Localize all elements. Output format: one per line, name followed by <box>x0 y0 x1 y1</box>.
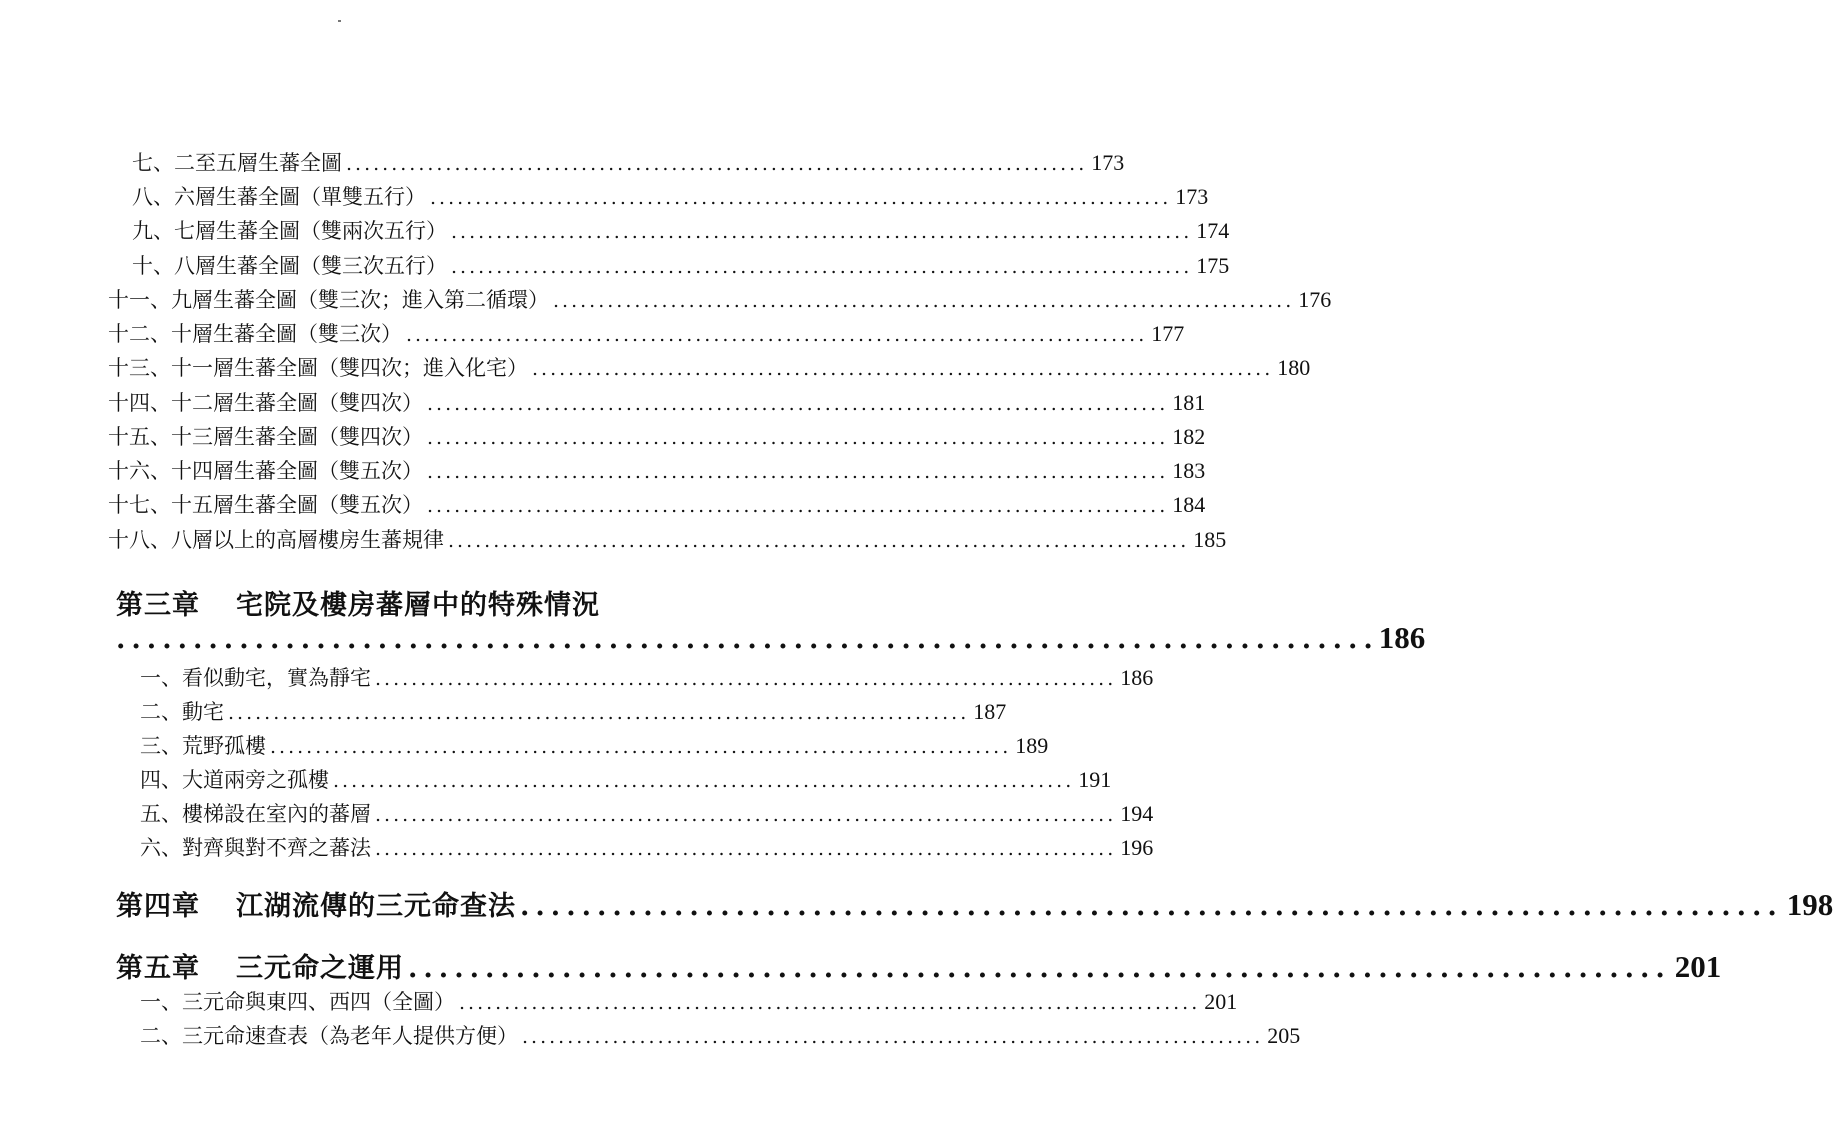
leader-dots: .................................................................................. <box>427 427 1169 449</box>
entry-title: 二、三元命速查表（為老年人提供方便） <box>140 1024 518 1048</box>
entry-title: 一、看似動宅，實為靜宅 <box>140 666 371 690</box>
leader-dots: .................................................................................. <box>430 187 1172 209</box>
entry-page: 181 <box>1172 390 1206 415</box>
entry-title: 六、對齊與對不齊之蕃法 <box>140 836 371 860</box>
toc-entry <box>132 146 1125 180</box>
leader-dots: .................................................................................. <box>451 256 1193 278</box>
toc-entry <box>108 420 1206 454</box>
entry-title: 四、大道兩旁之孤樓 <box>140 768 329 792</box>
entry-title: 九、七層生蕃全圖（雙兩次五行） <box>132 219 447 243</box>
leader-dots: .................................................................................. <box>520 891 1783 922</box>
entry-title: 十四、十二層生蕃全圖（雙四次） <box>108 391 423 415</box>
toc-entry <box>132 214 1230 248</box>
chapter-number: 第五章 <box>116 953 200 984</box>
chapter-heading <box>116 946 1722 985</box>
toc-entry <box>108 386 1206 420</box>
entry-title: 三、荒野孤樓 <box>140 734 266 758</box>
toc-entry <box>108 523 1227 557</box>
leader-dots: .................................................................................. <box>448 530 1190 552</box>
entry-title: 十、八層生蕃全圖（雙三次五行） <box>132 254 447 278</box>
toc-entry <box>140 763 1112 797</box>
leader-dots: .................................................................................. <box>451 221 1193 243</box>
chapter-leader-line <box>116 620 1426 660</box>
leader-dots: .................................................................................. <box>375 804 1117 826</box>
toc-entry <box>132 180 1209 214</box>
leader-dots: .................................................................................. <box>553 290 1295 312</box>
scan-speck <box>338 20 341 22</box>
toc-entry <box>108 351 1311 385</box>
toc-entry <box>108 283 1332 317</box>
chapter-page: 198 <box>1786 887 1833 922</box>
entry-title: 十三、十一層生蕃全圖（雙四次；進入化宅） <box>108 356 528 380</box>
chapter-title: 江湖流傳的三元命查法 <box>236 891 516 922</box>
leader-dots: .................................................................................. <box>270 736 1012 758</box>
chapter-heading <box>116 884 1833 923</box>
entry-page: 205 <box>1267 1023 1301 1048</box>
toc-entry <box>140 831 1154 865</box>
entry-title: 一、三元命與東四、西四（全圖） <box>140 990 455 1014</box>
entry-page: 194 <box>1120 801 1154 826</box>
entry-page: 201 <box>1204 989 1238 1014</box>
leader-dots: .................................................................................. <box>427 393 1169 415</box>
entry-title: 十二、十層生蕃全圖（雙三次） <box>108 322 402 346</box>
entry-title: 十五、十三層生蕃全圖（雙四次） <box>108 425 423 449</box>
toc-entry <box>108 454 1206 488</box>
chapter-title: 宅院及樓房蕃層中的特殊情況 <box>236 590 600 621</box>
toc-entry <box>140 1019 1301 1053</box>
leader-dots: .................................................................................. <box>375 838 1117 860</box>
toc-entry <box>108 317 1185 351</box>
chapter-number: 第三章 <box>116 590 200 621</box>
entry-title: 十七、十五層生蕃全圖（雙五次） <box>108 493 423 517</box>
entry-title: 七、二至五層生蕃全圖 <box>132 151 342 175</box>
leader-dots: .................................................................................. <box>532 358 1274 380</box>
entry-page: 173 <box>1091 150 1125 175</box>
entry-page: 180 <box>1277 355 1311 380</box>
entry-page: 191 <box>1078 767 1112 792</box>
chapter-number: 第四章 <box>116 891 200 922</box>
leader-dots: .................................................................................. <box>333 770 1075 792</box>
chapter-page: 186 <box>1378 620 1426 655</box>
entry-title: 八、六層生蕃全圖（單雙五行） <box>132 185 426 209</box>
entry-page: 176 <box>1298 287 1332 312</box>
entry-page: 175 <box>1196 253 1230 278</box>
entry-page: 183 <box>1172 458 1206 483</box>
chapter-title: 三元命之運用 <box>236 953 404 984</box>
leader-dots: .................................................................................. <box>116 624 1379 655</box>
entry-page: 177 <box>1151 321 1185 346</box>
entry-title: 十一、九層生蕃全圖（雙三次；進入第二循環） <box>108 288 549 312</box>
entry-page: 182 <box>1172 424 1206 449</box>
leader-dots: .................................................................................. <box>459 992 1201 1014</box>
leader-dots: .................................................................................. <box>346 153 1088 175</box>
leader-dots: .................................................................................. <box>228 702 970 724</box>
toc-entry <box>140 985 1238 1019</box>
entry-page: 187 <box>973 699 1007 724</box>
leader-dots: .................................................................................. <box>406 324 1148 346</box>
leader-dots: .................................................................................. <box>427 461 1169 483</box>
chapter-page: 201 <box>1674 949 1722 984</box>
entry-page: 189 <box>1015 733 1049 758</box>
entry-title: 五、樓梯設在室內的蕃層 <box>140 802 371 826</box>
leader-dots: .................................................................................. <box>522 1026 1264 1048</box>
entry-page: 196 <box>1120 835 1154 860</box>
toc-entry <box>132 249 1230 283</box>
leader-dots: .................................................................................. <box>408 953 1671 984</box>
toc-entry <box>108 488 1206 522</box>
entry-title: 十六、十四層生蕃全圖（雙五次） <box>108 459 423 483</box>
toc-entry <box>140 695 1007 729</box>
leader-dots: .................................................................................. <box>375 668 1117 690</box>
entry-page: 174 <box>1196 218 1230 243</box>
toc-entry <box>140 661 1154 695</box>
chapter-heading <box>116 583 662 622</box>
entry-page: 184 <box>1172 492 1206 517</box>
toc-entry <box>140 797 1154 831</box>
leader-dots: .................................................................................. <box>427 495 1169 517</box>
toc-entry <box>140 729 1049 763</box>
entry-page: 186 <box>1120 665 1154 690</box>
entry-page: 185 <box>1193 527 1227 552</box>
entry-title: 二、動宅 <box>140 700 224 724</box>
entry-page: 173 <box>1175 184 1209 209</box>
entry-title: 十八、八層以上的高層樓房生蕃規律 <box>108 528 444 552</box>
